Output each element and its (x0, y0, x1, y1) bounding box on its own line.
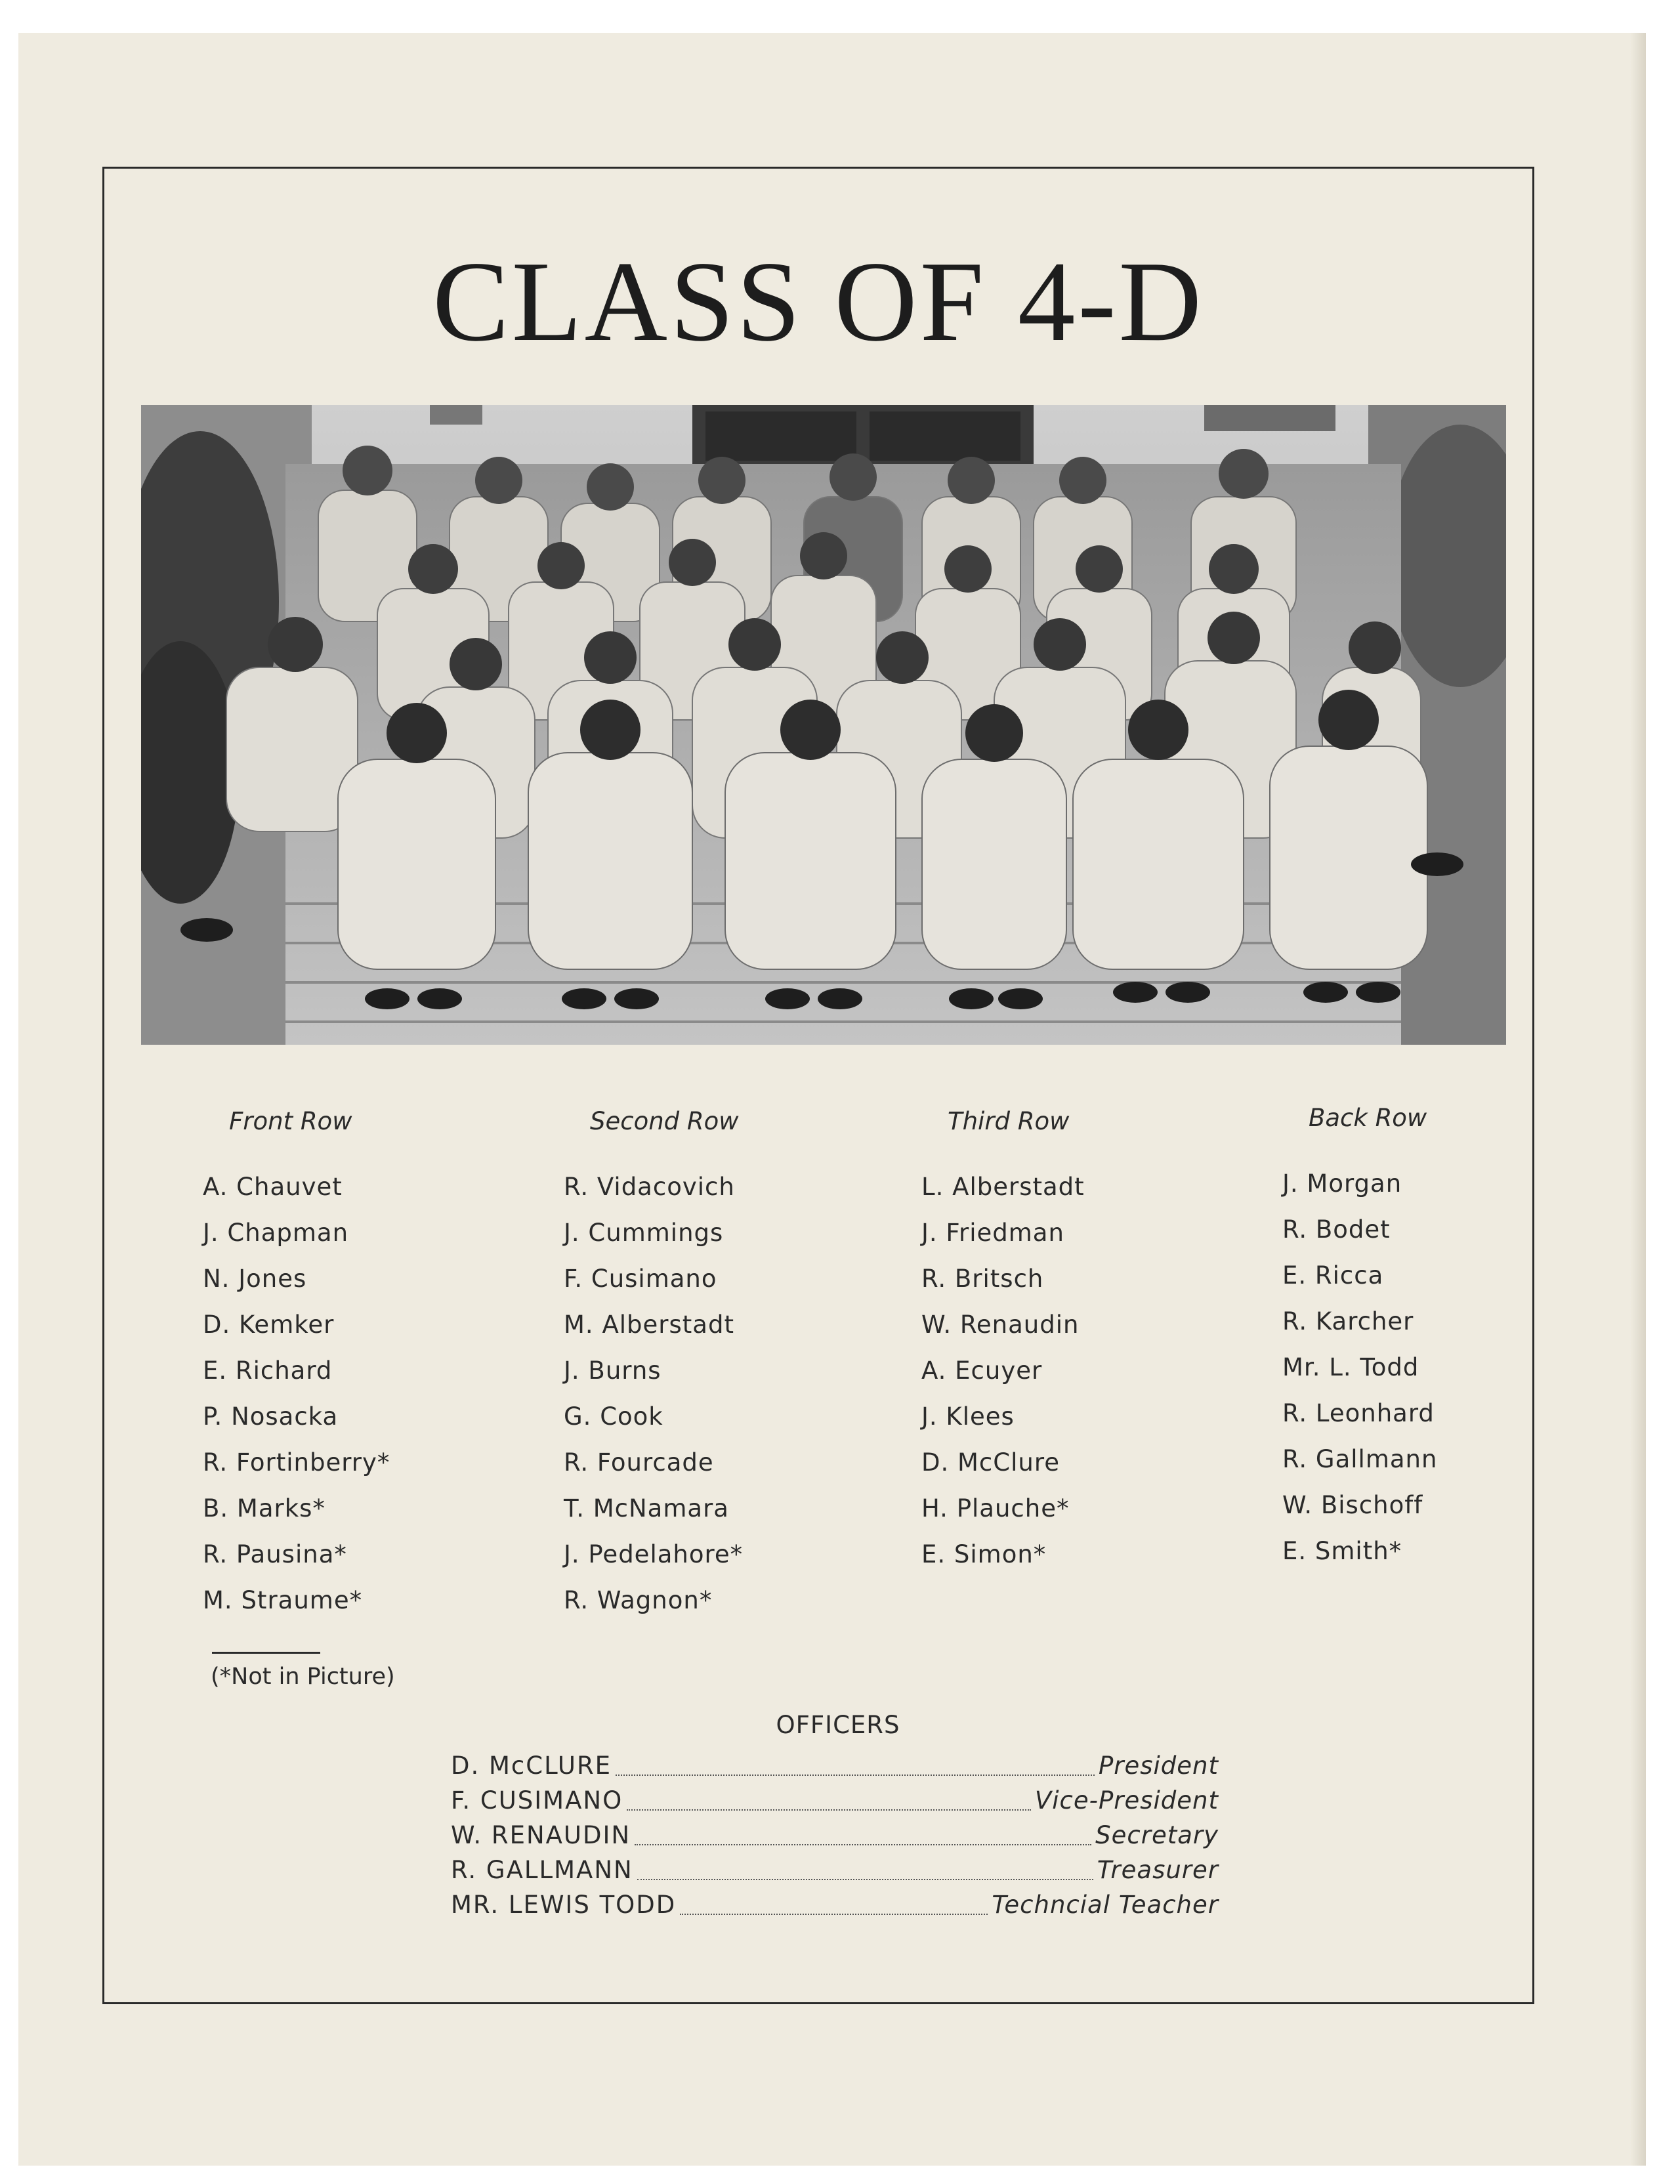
officer-row (451, 1752, 1219, 1786)
list-item: R. Leonhard (1282, 1399, 1435, 1427)
leader-dots (635, 1827, 1091, 1845)
officer-role: Secretary (1095, 1821, 1219, 1849)
officer-role: Vice-President (1034, 1786, 1219, 1815)
officers-list (451, 1752, 1219, 1925)
third-row-column (921, 1107, 1085, 1578)
third-row-list (921, 1164, 1085, 1578)
list-item: H. Plauche* (921, 1494, 1070, 1522)
footnote: (*Not in Picture) (211, 1664, 395, 1690)
list-item: J. Chapman (203, 1219, 349, 1247)
list-item: J. Friedman (921, 1219, 1064, 1247)
list-item: R. Fortinberry* (203, 1448, 390, 1477)
front-row-list (203, 1164, 390, 1624)
list-item: P. Nosacka (203, 1402, 339, 1431)
list-item: A. Ecuyer (921, 1356, 1043, 1385)
list-item: R. Pausina* (203, 1540, 347, 1568)
list-item: J. Burns (564, 1356, 662, 1385)
third-row-heading: Third Row (948, 1107, 1070, 1135)
list-item: W. Renaudin (921, 1311, 1080, 1339)
list-item: R. Gallmann (1282, 1445, 1438, 1473)
list-item: L. Alberstadt (921, 1173, 1085, 1201)
officer-row (451, 1786, 1219, 1821)
officer-row (451, 1821, 1219, 1856)
list-item: R. Fourcade (564, 1448, 714, 1477)
list-item: N. Jones (203, 1265, 307, 1293)
yearbook-page (18, 33, 1646, 2166)
officer-name: R. GALLMANN (451, 1856, 633, 1884)
list-item: R. Vidacovich (564, 1173, 735, 1201)
list-item: J. Pedelahore* (564, 1540, 744, 1568)
list-item: J. Morgan (1282, 1169, 1402, 1198)
list-item: R. Karcher (1282, 1307, 1414, 1335)
list-item: R. Britsch (921, 1265, 1044, 1293)
officer-name: MR. LEWIS TODD (451, 1891, 677, 1919)
list-item: E. Ricca (1282, 1261, 1384, 1290)
list-item: R. Bodet (1282, 1215, 1391, 1244)
list-item: F. Cusimano (564, 1265, 717, 1293)
page-title: CLASS OF 4-D (432, 238, 1204, 365)
leader-dots (680, 1897, 988, 1915)
officer-name: D. McCLURE (451, 1752, 612, 1780)
page-edge (1630, 33, 1646, 2166)
leader-dots (637, 1862, 1093, 1880)
back-row-list (1282, 1161, 1437, 1574)
list-item: Mr. L. Todd (1282, 1353, 1419, 1381)
list-item: D. McClure (921, 1448, 1060, 1477)
back-row-column (1282, 1104, 1437, 1574)
list-item: J. Cummings (564, 1219, 724, 1247)
page-frame (102, 167, 1534, 2004)
front-row-column (203, 1107, 390, 1624)
back-row-heading: Back Row (1309, 1104, 1427, 1132)
officer-role: President (1098, 1752, 1219, 1780)
list-item: M. Straume* (203, 1586, 363, 1614)
list-item: D. Kemker (203, 1311, 335, 1339)
second-row-column (564, 1107, 743, 1624)
class-photo-image (141, 405, 1506, 1045)
officer-name: F. CUSIMANO (451, 1786, 623, 1815)
list-item: M. Alberstadt (564, 1311, 734, 1339)
leader-dots (627, 1792, 1031, 1811)
leader-dots (616, 1757, 1095, 1776)
front-row-heading: Front Row (229, 1107, 352, 1135)
officer-row (451, 1891, 1219, 1925)
second-row-list (564, 1164, 743, 1624)
officer-name: W. RENAUDIN (451, 1821, 631, 1849)
officer-role: Techncial Teacher (992, 1891, 1219, 1919)
list-item: R. Wagnon* (564, 1586, 713, 1614)
list-item: E. Smith* (1282, 1537, 1402, 1565)
class-photo (141, 405, 1506, 1045)
list-item: T. McNamara (564, 1494, 729, 1522)
list-item: E. Simon* (921, 1540, 1047, 1568)
list-item: A. Chauvet (203, 1173, 343, 1201)
officer-role: Treasurer (1097, 1856, 1219, 1884)
second-row-heading: Second Row (590, 1107, 739, 1135)
list-item: J. Klees (921, 1402, 1015, 1431)
list-item: W. Bischoff (1282, 1491, 1423, 1519)
list-item: B. Marks* (203, 1494, 326, 1522)
officers-heading: OFFICERS (776, 1711, 900, 1739)
list-item: E. Richard (203, 1356, 333, 1385)
footnote-rule (212, 1652, 320, 1654)
officer-row (451, 1856, 1219, 1891)
list-item: G. Cook (564, 1402, 663, 1431)
